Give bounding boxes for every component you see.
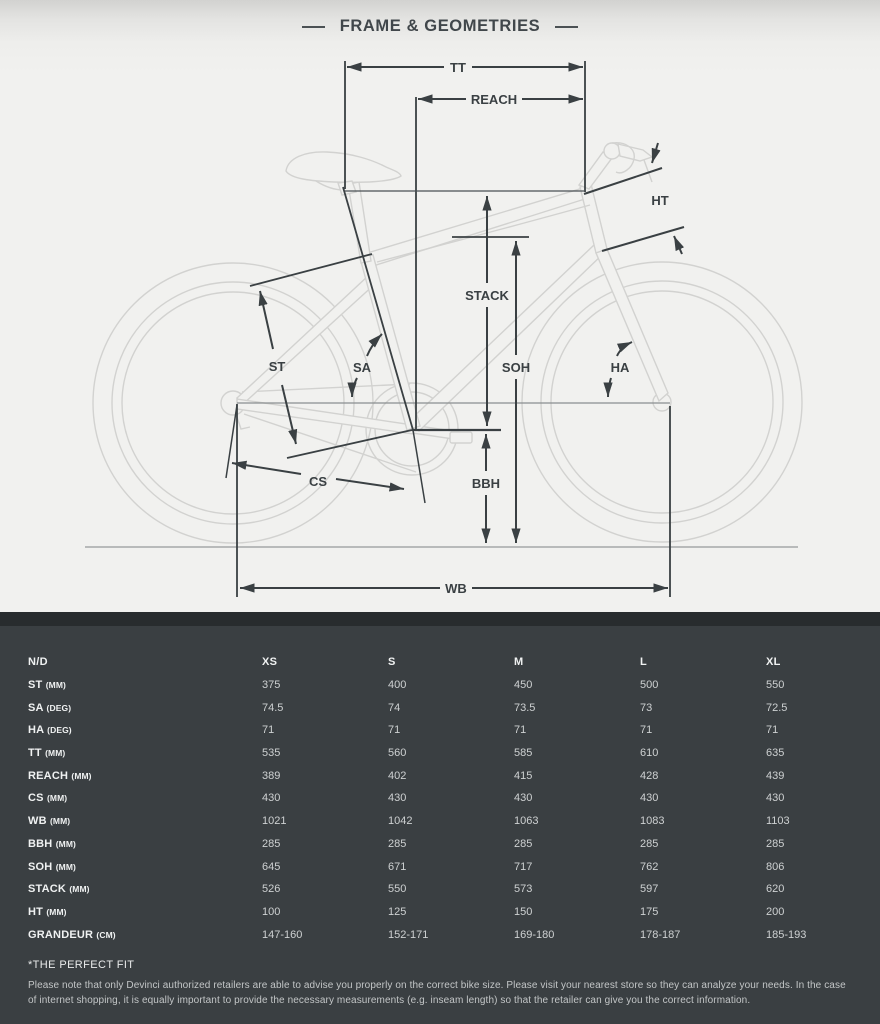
- value-cell: 430: [514, 792, 533, 805]
- value-cell: 185-193: [766, 928, 807, 941]
- value-cell: 526: [262, 883, 281, 896]
- value-cell: 400: [388, 679, 407, 692]
- column-header: N/D: [28, 656, 48, 669]
- fit-note-title: *THE PERFECT FIT: [28, 958, 135, 971]
- row-label: WB: [28, 815, 47, 828]
- row-label: BBH: [28, 837, 53, 850]
- table-row: [28, 855, 852, 878]
- value-cell: 671: [388, 860, 407, 873]
- row-unit: (MM): [55, 838, 76, 849]
- value-cell: 450: [514, 679, 533, 692]
- value-cell: 717: [514, 860, 533, 873]
- value-cell: 610: [640, 747, 659, 760]
- bike-illustration: [93, 143, 802, 543]
- row-unit: (MM): [71, 770, 92, 781]
- value-cell: 597: [640, 883, 659, 896]
- value-cell: 125: [388, 905, 407, 918]
- row-label-cell: [28, 724, 262, 736]
- dim-label-soh: SOH: [501, 360, 531, 375]
- dim-sa: [352, 334, 382, 397]
- dim-label-st: ST: [268, 359, 286, 374]
- value-cell: 550: [388, 883, 407, 896]
- value-cell: 147-160: [262, 928, 303, 941]
- row-label-cell: [28, 770, 262, 782]
- row-label-cell: [28, 679, 262, 691]
- dim-label-ha: HA: [610, 360, 630, 375]
- dim-label-cs: CS: [308, 474, 328, 489]
- row-label: HA: [28, 724, 44, 737]
- table-row: [28, 787, 852, 810]
- value-cell: 645: [262, 860, 281, 873]
- row-label-cell: [28, 815, 262, 827]
- row-label: TT: [28, 747, 42, 760]
- row-unit: (DEG): [47, 725, 72, 736]
- value-cell: 150: [514, 905, 533, 918]
- value-cell: 560: [388, 747, 407, 760]
- value-cell: 72.5: [766, 701, 788, 714]
- row-label-cell: [28, 747, 262, 759]
- value-cell: 430: [388, 792, 407, 805]
- value-cell: 1042: [388, 815, 413, 828]
- row-unit: (MM): [46, 793, 68, 804]
- row-unit: (MM): [45, 680, 66, 691]
- value-cell: 585: [514, 747, 533, 760]
- row-unit: (MM): [46, 906, 67, 917]
- value-cell: 73.5: [514, 701, 536, 714]
- value-cell: 430: [640, 792, 659, 805]
- row-unit: (MM): [69, 884, 90, 895]
- value-cell: 500: [640, 679, 659, 692]
- dim-label-reach: REACH: [470, 92, 518, 107]
- section-title-row: [0, 17, 880, 36]
- value-cell: 389: [262, 769, 281, 782]
- row-label: HT: [28, 905, 44, 918]
- row-unit: (MM): [50, 816, 71, 827]
- reference-lines: [85, 403, 798, 547]
- table-row: [28, 696, 852, 719]
- value-cell: 635: [766, 747, 785, 760]
- value-cell: 74: [388, 701, 401, 714]
- value-cell: 1021: [262, 815, 287, 828]
- value-cell: 71: [514, 724, 527, 737]
- row-label-cell: [28, 883, 262, 895]
- value-cell: 375: [262, 679, 281, 692]
- value-cell: 178-187: [640, 928, 681, 941]
- row-label: GRANDEUR: [28, 928, 94, 941]
- value-cell: 285: [262, 837, 281, 850]
- fit-note: [28, 959, 852, 1008]
- value-cell: 535: [262, 747, 281, 760]
- value-cell: 285: [388, 837, 407, 850]
- value-cell: 439: [766, 769, 785, 782]
- dim-ha: [608, 342, 632, 397]
- dim-label-bbh: BBH: [471, 476, 501, 491]
- table-row: [28, 901, 852, 924]
- table-row: [28, 810, 852, 833]
- front-wheel-icon: [522, 262, 802, 542]
- row-label: SOH: [28, 860, 53, 873]
- geometry-table-section: [0, 612, 880, 1024]
- column-header: XL: [766, 656, 781, 669]
- row-unit: (MM): [45, 748, 66, 759]
- value-cell: 430: [766, 792, 785, 805]
- value-cell: 71: [262, 724, 275, 737]
- row-label-cell: [28, 929, 262, 941]
- value-cell: 100: [262, 905, 281, 918]
- page-title: FRAME & GEOMETRIES: [339, 17, 541, 35]
- table-row: [28, 833, 852, 856]
- geometry-table: [0, 626, 880, 946]
- row-unit: (MM): [55, 861, 76, 872]
- table-row: [28, 923, 852, 946]
- value-cell: 1063: [514, 815, 539, 828]
- row-label: STACK: [28, 883, 67, 896]
- column-header: L: [640, 656, 648, 669]
- handlebar-icon: [579, 143, 652, 189]
- row-unit: (DEG): [46, 702, 72, 713]
- table-row: [28, 719, 852, 742]
- value-cell: 285: [514, 837, 533, 850]
- row-label-cell: [28, 792, 262, 804]
- table-row: [28, 674, 852, 697]
- dim-label-stack: STACK: [465, 288, 509, 303]
- table-row: [28, 878, 852, 901]
- row-label: ST: [28, 679, 43, 692]
- value-cell: 71: [766, 724, 779, 737]
- dim-label-tt: TT: [450, 60, 466, 75]
- dim-reach: [416, 92, 583, 429]
- value-cell: 71: [640, 724, 653, 737]
- column-header: S: [388, 656, 396, 669]
- value-cell: 74.5: [262, 701, 284, 714]
- dimension-annotations: [226, 60, 684, 597]
- title-dash-left: [302, 26, 325, 28]
- value-cell: 415: [514, 769, 533, 782]
- row-label-cell: [28, 861, 262, 873]
- value-cell: 285: [766, 837, 785, 850]
- dim-soh: [452, 237, 530, 543]
- value-cell: 762: [640, 860, 659, 873]
- dim-label-wb: WB: [445, 581, 467, 596]
- dim-label-sa: SA: [352, 360, 372, 375]
- table-row: [28, 742, 852, 765]
- value-cell: 550: [766, 679, 785, 692]
- value-cell: 200: [766, 905, 785, 918]
- value-cell: 806: [766, 860, 785, 873]
- column-header: XS: [262, 656, 278, 669]
- value-cell: 71: [388, 724, 401, 737]
- value-cell: 1103: [766, 815, 790, 828]
- value-cell: 175: [640, 905, 659, 918]
- value-cell: 1083: [640, 815, 665, 828]
- value-cell: 152-171: [388, 928, 429, 941]
- row-unit: (CM): [96, 929, 116, 940]
- value-cell: 430: [262, 792, 281, 805]
- table-header-row: [28, 651, 852, 674]
- value-cell: 620: [766, 883, 785, 896]
- dim-bbh: [472, 434, 500, 543]
- value-cell: 402: [388, 769, 407, 782]
- title-dash-right: [555, 26, 578, 28]
- row-label: CS: [28, 792, 44, 805]
- dim-label-ht: HT: [651, 193, 669, 208]
- value-cell: 169-180: [514, 928, 555, 941]
- row-label: REACH: [28, 769, 69, 782]
- value-cell: 285: [640, 837, 659, 850]
- column-header: M: [514, 656, 524, 669]
- row-label-cell: [28, 838, 262, 850]
- row-label-cell: [28, 702, 262, 714]
- value-cell: 73: [640, 701, 653, 714]
- row-label: SA: [28, 701, 44, 714]
- value-cell: 573: [514, 883, 533, 896]
- value-cell: 428: [640, 769, 659, 782]
- fit-note-body: Please note that only Devinci authorized retailers are able to advise you properly on the correct bike size. Please visit your nearest store so they can analyze your needs. In the case of internet shopping, it is equally important to provide the necessary measurements (e.g. inseam length) so that the retailer can give you the correct information.: [28, 979, 846, 1006]
- table-row: [28, 764, 852, 787]
- row-label-cell: [28, 906, 262, 918]
